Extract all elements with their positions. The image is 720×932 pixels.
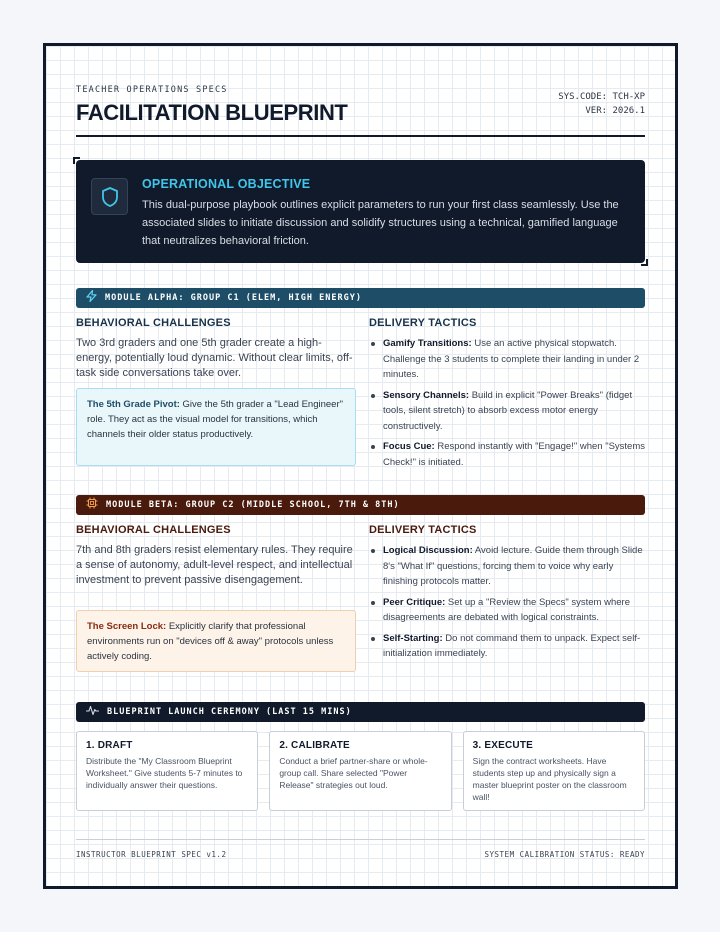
objective-panel (76, 160, 645, 263)
launch-ceremony-bar (76, 702, 645, 722)
tactic-label: Sensory Channels: (383, 389, 470, 401)
alpha-tactics-title: DELIVERY TACTICS (369, 317, 477, 329)
beta-challenges-text: 7th and 8th graders resist elementary rules. They require a sense of autonomy, adult-level respect, and intellectual investment to prevent passive disengagement. (76, 544, 353, 586)
step-text: Sign the contract worksheets. Have students step up and physically sign a master blueprint poster on the classroom wall! (472, 756, 627, 802)
step-card-draft (76, 731, 258, 811)
alpha-callout-strong: The 5th Grade Pivot: (87, 399, 180, 410)
page-title: FACILITATION BLUEPRINT (76, 100, 348, 125)
tactic-text: Build in explicit "Power Breaks" (fidget tools, silent stretch) to absorb excess motor energy constructively. (383, 389, 633, 432)
step-title: 3. EXECUTE (472, 740, 534, 751)
tactic-text: Set up a "Review the Specs" system where disagreements are debated with logical constraints. (383, 596, 630, 623)
module-alpha-bar (76, 288, 645, 308)
beta-callout-strong: The Screen Lock: (87, 621, 167, 632)
shield-icon (91, 178, 128, 215)
step-text: Conduct a brief partner-share or whole-group call. Share selected "Power Release" strategies out loud. (279, 756, 428, 790)
page-footer (76, 839, 645, 859)
alpha-challenges-title: BEHAVIORAL CHALLENGES (76, 317, 231, 329)
header-eyebrow: TEACHER OPERATIONS SPECS (76, 85, 228, 95)
module-alpha-label: MODULE ALPHA: GROUP C1 (ELEM, HIGH ENERGY) (105, 293, 362, 303)
launch-steps (76, 731, 645, 811)
beta-challenges-title: BEHAVIORAL CHALLENGES (76, 524, 231, 536)
alpha-callout-text: Give the 5th grader a "Lead Engineer" role. They act as the visual model for transitions, which channels their older status productively. (87, 399, 343, 440)
beta-tactics-title: DELIVERY TACTICS (369, 524, 477, 536)
alpha-callout (76, 388, 356, 466)
alpha-challenges-text: Two 3rd graders and one 5th grader create a high-energy, potentially loud dynamic. Without clear limits, off-task side conversations take over. (76, 337, 353, 379)
tactic-text: Do not command them to unpack. Expect self-initialization immediately. (383, 632, 641, 659)
beta-callout (76, 610, 356, 672)
tactic-label: Focus Cue: (383, 441, 435, 452)
list-item (369, 336, 649, 383)
tactic-label: Gamify Transitions: (383, 338, 472, 349)
footer-status-label: SYSTEM CALIBRATION STATUS: READY (484, 850, 645, 859)
tactic-text: Avoid lecture. Guide them through Slide 8's "What If" questions, forcing them to voice why early finishing protocols matter. (383, 545, 643, 587)
tactic-label: Self-Starting: (383, 632, 443, 644)
blueprint-sheet (43, 43, 678, 889)
tactic-text: Respond instantly with "Engage!" when "Systems Check!" is initiated. (383, 441, 645, 468)
version-label: VER: 2026.1 (585, 106, 645, 116)
list-item (369, 439, 649, 470)
beta-tactics-list (369, 543, 649, 662)
tactic-text: Use an active physical stopwatch. Challenge the 3 students to complete their landing in under 2 minutes. (383, 338, 640, 380)
corner-bracket-bottom-right (641, 259, 648, 266)
step-title: 1. DRAFT (86, 740, 133, 751)
system-code-block (558, 90, 645, 118)
pulse-icon (86, 703, 99, 721)
alpha-tactics (369, 317, 649, 475)
list-item (369, 595, 649, 626)
module-beta-bar (76, 495, 645, 515)
system-code: SYS.CODE: TCH-XP (558, 92, 645, 102)
alpha-tactics-list (369, 336, 649, 470)
step-card-execute (463, 731, 645, 811)
page-header (76, 83, 645, 137)
list-item (369, 631, 649, 662)
launch-ceremony-label: BLUEPRINT LAUNCH CEREMONY (LAST 15 MINS) (107, 707, 352, 717)
cpu-icon (86, 496, 98, 514)
beta-tactics (369, 524, 649, 667)
bolt-icon (86, 289, 97, 307)
step-card-calibrate (269, 731, 451, 811)
tactic-label: Peer Critique: (383, 596, 446, 608)
beta-callout-text: Explicitly clarify that professional environments run on "devices off & away" protocols unless actively coding. (87, 621, 334, 662)
alpha-challenges (76, 317, 356, 381)
step-title: 2. CALIBRATE (279, 740, 350, 751)
list-item (369, 388, 649, 435)
beta-challenges (76, 524, 356, 588)
module-beta-label: MODULE BETA: GROUP C2 (MIDDLE SCHOOL, 7TH & 8TH) (106, 500, 400, 510)
objective-title: OPERATIONAL OBJECTIVE (142, 177, 311, 191)
footer-spec-label: INSTRUCTOR BLUEPRINT SPEC v1.2 (76, 850, 227, 859)
step-text: Distribute the "My Classroom Blueprint Worksheet." Give students 5-7 minutes to individually answer their questions. (86, 756, 243, 790)
tactic-label: Logical Discussion: (383, 545, 473, 556)
corner-bracket-top-left (73, 157, 80, 164)
list-item (369, 543, 649, 590)
objective-text: This dual-purpose playbook outlines explicit parameters to run your first class seamlessly. Use the associated slides to initiate discussion and solidify structures using a technical, gamified language that neutralizes behavioral friction. (142, 199, 619, 247)
